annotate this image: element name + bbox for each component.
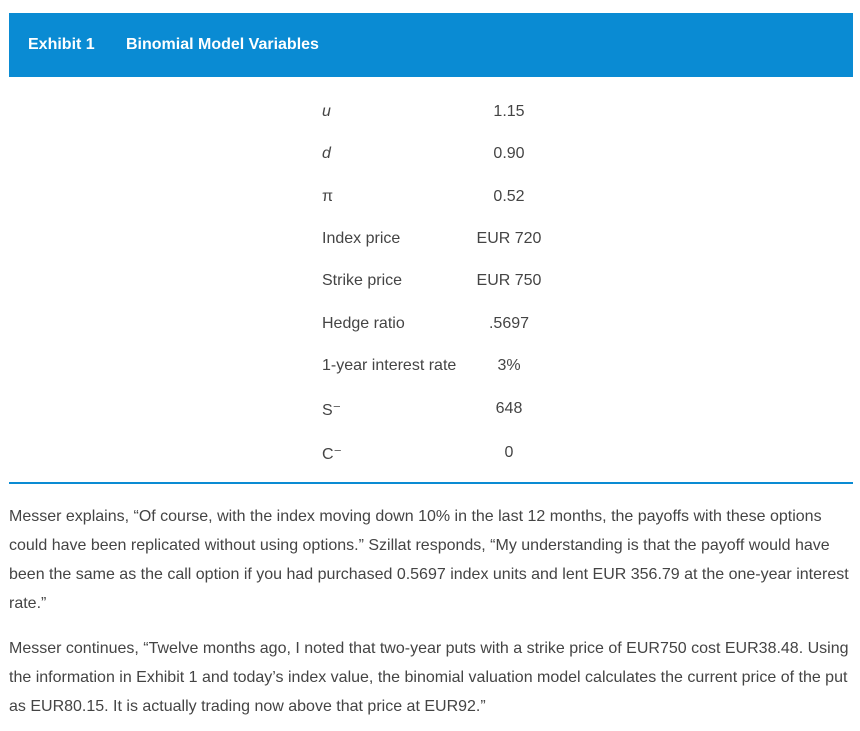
variable-name: Hedge ratio <box>322 315 405 332</box>
exhibit-title: Binomial Model Variables <box>126 36 319 53</box>
exhibit-label: Exhibit 1 <box>28 36 95 53</box>
exhibit-bottom-rule <box>9 482 853 484</box>
table-row <box>0 264 860 294</box>
variable-name: d <box>322 145 331 162</box>
body-paragraph: Messer explains, “Of course, with the index moving down 10% in the last 12 months, the payoffs with these options could have been replicated without using options.” Szillat responds, “My understanding is that the payoff would have been the same as the call option if you had purchased 0.5697 index units and lent EUR 356.79 at the one-year interest rate.” <box>9 508 849 612</box>
table-row <box>0 180 860 210</box>
variable-name: C⁻ <box>322 446 342 463</box>
variable-value: EUR 720 <box>476 230 542 247</box>
variable-name: Index price <box>322 230 401 247</box>
variable-value: .5697 <box>488 315 530 332</box>
table-row <box>0 392 860 422</box>
variable-value: 0 <box>504 444 514 461</box>
table-row <box>0 436 860 466</box>
table-row <box>0 349 860 379</box>
variable-value: 0.52 <box>493 188 525 205</box>
variable-name: 1-year interest rate <box>322 357 457 374</box>
variable-name: u <box>322 103 331 120</box>
variable-value: 648 <box>495 400 523 417</box>
body-paragraph: Messer continues, “Twelve months ago, I noted that two-year puts with a strike price of EUR750 cost EUR38.48. Using the information in Exhibit 1 and today’s index value, the binomial valuation model calculates the current price of the put as EUR80.15. It is actually trading now above that price at EUR92.” <box>9 640 849 715</box>
variable-value: 1.15 <box>493 103 525 120</box>
table-row <box>0 137 860 167</box>
table-row <box>0 95 860 125</box>
variable-name: S⁻ <box>322 402 342 419</box>
variable-value: 0.90 <box>493 145 525 162</box>
variable-name: Strike price <box>322 272 403 289</box>
variable-value: EUR 750 <box>476 272 542 289</box>
table-row <box>0 307 860 337</box>
variable-value: 3% <box>497 357 521 374</box>
exhibit-header <box>9 13 853 77</box>
variable-name: π <box>322 188 334 205</box>
table-row <box>0 222 860 252</box>
